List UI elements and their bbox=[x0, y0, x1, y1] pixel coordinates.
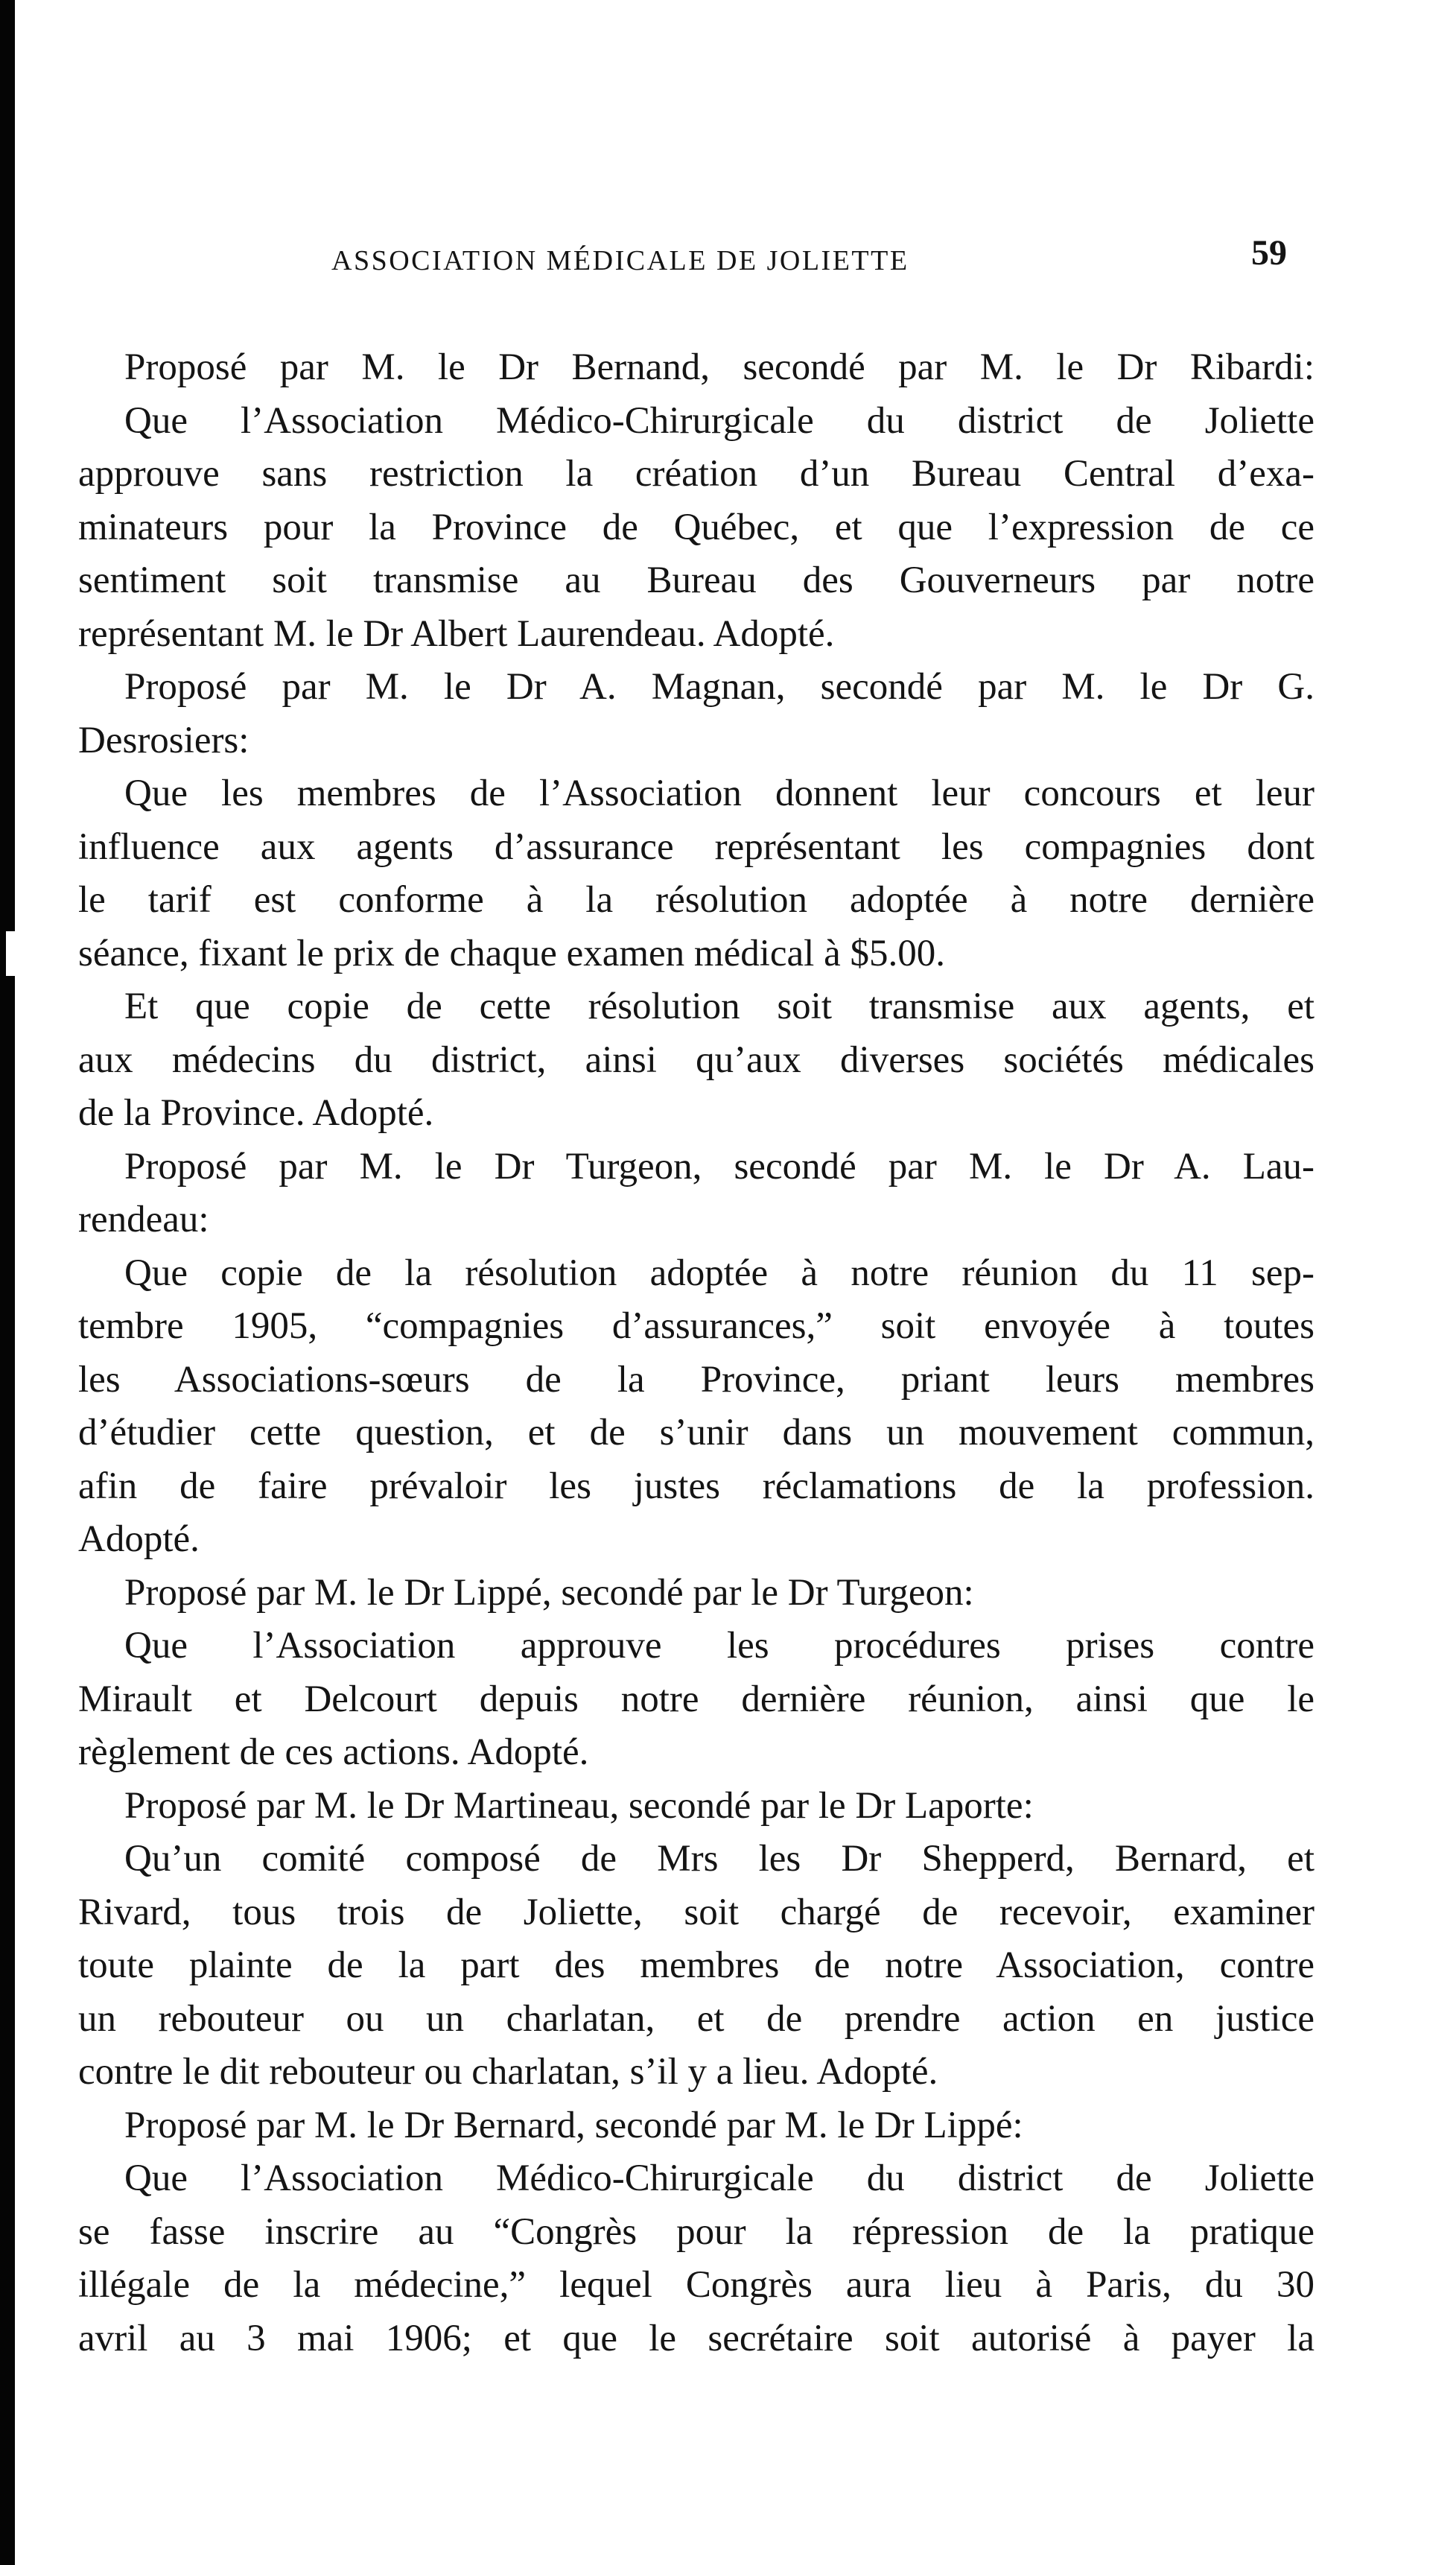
page-number: 59 bbox=[1251, 233, 1287, 273]
text-line: un rebouteur ou un charlatan, et de prendre action en justice bbox=[78, 1997, 1314, 2040]
text-line: Rivard, tous trois de Joliette, soit chargé de recevoir, examiner bbox=[78, 1891, 1314, 1933]
text-line: Mirault et Delcourt depuis notre dernière réunion, ainsi que le bbox=[78, 1678, 1314, 1720]
text-line: Et que copie de cette résolution soit transmise aux agents, et bbox=[124, 986, 1314, 1027]
text-line: d’étudier cette question, et de s’unir dans un mouvement commun, bbox=[78, 1412, 1314, 1453]
text-line: minateurs pour la Province de Québec, et que l’expression de ce bbox=[78, 506, 1314, 548]
text-line: les Associations-sœurs de la Province, priant leurs membres bbox=[78, 1358, 1314, 1401]
text-line: Proposé par M. le Dr Turgeon, secondé par M. le Dr A. Lau- bbox=[124, 1145, 1314, 1188]
running-head: ASSOCIATION MÉDICALE DE JOLIETTE bbox=[331, 245, 909, 276]
text-line: Proposé par M. le Dr Bernard, secondé par M. le Dr Lippé: bbox=[124, 2104, 1023, 2146]
text-line: Que l’Association Médico-Chirurgicale du district de Joliette bbox=[124, 2157, 1314, 2199]
text-line: aux médecins du district, ainsi qu’aux diverses sociétés médicales bbox=[78, 1039, 1314, 1081]
text-line: toute plainte de la part des membres de notre Association, contre bbox=[78, 1944, 1314, 1986]
text-line: illégale de la médecine,” lequel Congrès aura lieu à Paris, du 30 bbox=[78, 2264, 1314, 2306]
text-line: Que copie de la résolution adoptée à notre réunion du 11 sep- bbox=[124, 1252, 1314, 1294]
text-line: rendeau: bbox=[78, 1199, 209, 1240]
text-line: Que l’Association approuve les procédures prises contre bbox=[124, 1625, 1314, 1667]
text-line: Proposé par M. le Dr Bernand, secondé par M. le Dr Ribardi: bbox=[124, 346, 1314, 388]
text-line: Que l’Association Médico-Chirurgicale du district de Joliette bbox=[124, 399, 1314, 442]
text-line: afin de faire prévaloir les justes réclamations de la profession. bbox=[78, 1465, 1314, 1507]
text-line: Que les membres de l’Association donnent leur concours et leur bbox=[124, 773, 1314, 814]
text-line: séance, fixant le prix de chaque examen médical à $5.00. bbox=[78, 932, 945, 974]
scan-edge-notch bbox=[6, 931, 19, 976]
text-line: le tarif est conforme à la résolution adoptée à notre dernière bbox=[78, 879, 1314, 921]
text-line: avril au 3 mai 1906; et que le secrétaire soit autorisé à payer la bbox=[78, 2317, 1314, 2359]
text-line: représentant M. le Dr Albert Laurendeau. Adopté. bbox=[78, 612, 835, 655]
text-line: contre le dit rebouteur ou charlatan, s’il y a lieu. Adopté. bbox=[78, 2051, 938, 2093]
scan-edge bbox=[0, 0, 15, 2565]
text-line: approuve sans restriction la création d’un Bureau Central d’exa- bbox=[78, 453, 1314, 495]
text-line: règlement de ces actions. Adopté. bbox=[78, 1731, 589, 1773]
text-line: Proposé par M. le Dr Lippé, secondé par le Dr Turgeon: bbox=[124, 1571, 974, 1614]
text-line: de la Province. Adopté. bbox=[78, 1092, 434, 1134]
text-line: Proposé par M. le Dr Martineau, secondé par le Dr Laporte: bbox=[124, 1784, 1034, 1827]
text-line: tembre 1905, “compagnies d’assurances,” soit envoyée à toutes bbox=[78, 1305, 1314, 1347]
text-line: se fasse inscrire au “Congrès pour la répression de la pratique bbox=[78, 2210, 1314, 2253]
text-line: Adopté. bbox=[78, 1518, 200, 1560]
text-line: Proposé par M. le Dr A. Magnan, secondé par M. le Dr G. bbox=[124, 666, 1314, 708]
text-line: Qu’un comité composé de Mrs les Dr Shepperd, Bernard, et bbox=[124, 1838, 1314, 1880]
text-line: Desrosiers: bbox=[78, 719, 249, 761]
body-text bbox=[78, 341, 1314, 2365]
text-line: influence aux agents d’assurance représentant les compagnies dont bbox=[78, 825, 1314, 868]
text-line: sentiment soit transmise au Bureau des Gouverneurs par notre bbox=[78, 559, 1314, 601]
